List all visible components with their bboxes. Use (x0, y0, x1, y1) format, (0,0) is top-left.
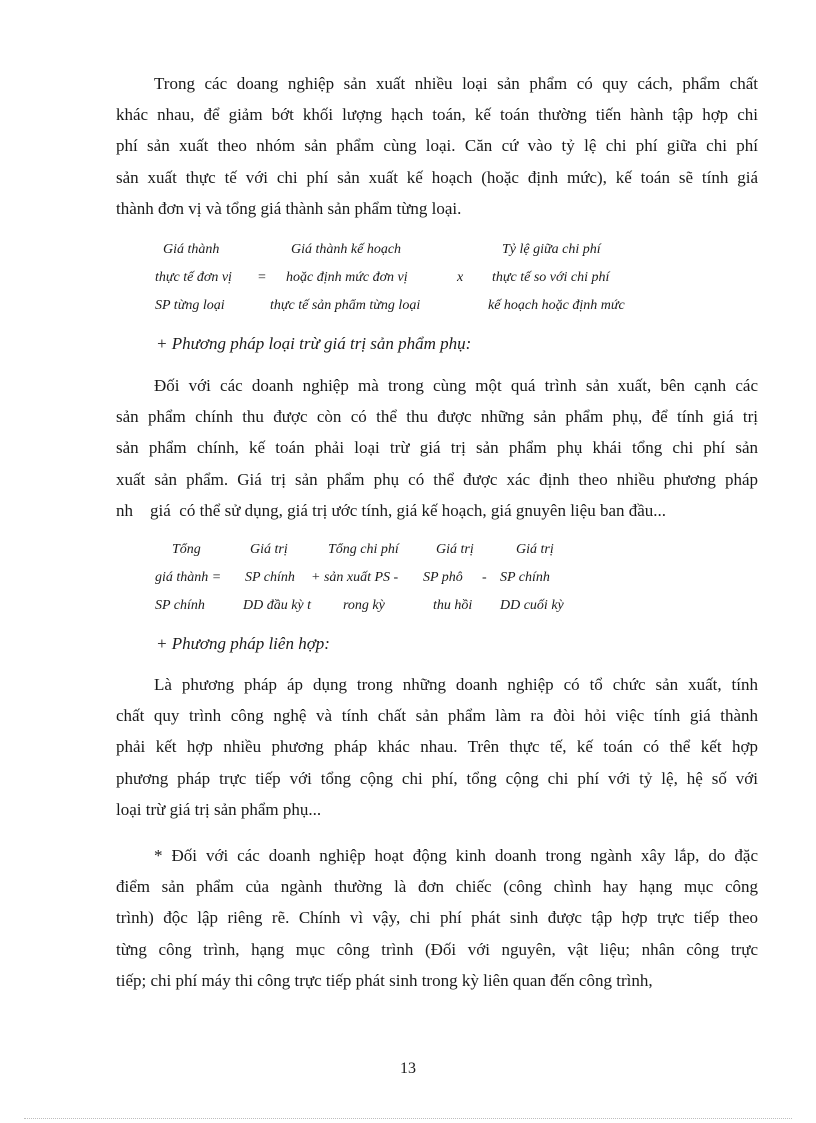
formula-term: Tổng chi phí (328, 542, 399, 557)
formula-term: SP chính (155, 598, 205, 613)
formula-term: Giá trị (250, 542, 288, 557)
formula-term: Tổng (172, 542, 201, 557)
paragraph-2 (116, 370, 758, 526)
paragraph-line: * Đối với các doanh nghiệp hoạt động kinh doanh trong ngành xây lắp, do đặc (154, 846, 758, 865)
formula-term: kế hoạch hoặc định mức (488, 298, 625, 313)
formula-term: hoặc định mức đơn vị (286, 270, 408, 285)
paragraph-4 (116, 840, 758, 996)
paragraph-line: phí sản xuất theo nhóm sản phẩm cùng loại. Căn cứ vào tỷ lệ chi phí giữa chi phí (116, 136, 758, 156)
formula-term: SP phô (423, 570, 463, 585)
paragraph-1 (116, 68, 758, 224)
paragraph-line: sản phẩm chính, kế toán phải loại trừ giá trị sản phẩm phụ khái tổng chi phí sản (116, 438, 758, 458)
formula-operator: - (482, 570, 487, 585)
paragraph-line: Trong các doang nghiệp sản xuất nhiều loại sản phẩm có quy cách, phẩm chất (154, 74, 758, 93)
formula-term: Giá thành kế hoạch (291, 242, 402, 257)
formula-term: DD cuối kỳ (500, 598, 564, 613)
formula-term: DD đầu kỳ t (243, 598, 312, 613)
formula-term: thực tế đơn vị (155, 270, 232, 285)
paragraph-line: trình) độc lập riêng rẽ. Chính vì vậy, chi phí phát sinh được tập hợp trực tiếp theo (116, 908, 758, 928)
formula-term: + sản xuất PS - (311, 570, 399, 585)
paragraph-line: chất quy trình công nghệ và tính chất sản phẩm làm ra đòi hỏi việc tính giá thành (116, 706, 758, 726)
formula-term: giá thành = (155, 570, 222, 585)
formula-term: thực tế so với chi phí (492, 270, 610, 285)
page-bottom-divider (24, 1118, 792, 1119)
paragraph-line: sản phẩm chính thu được còn có thể thu được những sản phẩm phụ, để tính giá trị (116, 407, 758, 427)
method-heading-combined: + Phương pháp liên hợp: (156, 634, 330, 653)
paragraph-line: nh giá có thể sử dụng, giá trị ước tính, giá kế hoạch, giá gnuyên liệu ban đầu... (116, 500, 667, 520)
paragraph-line: loại trừ giá trị sản phẩm phụ... (116, 799, 322, 819)
formula-term: SP chính (245, 570, 295, 585)
paragraph-line: từng công trình, hạng mục công trình (Đối với nguyên, vật liệu; nhân công trực (116, 939, 758, 959)
page-number: 13 (400, 1060, 416, 1077)
formula-term: Giá thành (163, 242, 220, 257)
paragraph-line: thành đơn vị và tổng giá thành sản phẩm từng loại. (116, 198, 462, 218)
paragraph-line: Đối với các doanh nghiệp mà trong cùng một quá trình sản xuất, bên cạnh các (154, 376, 758, 395)
formula-term: Tỷ lệ giữa chi phí (502, 242, 601, 257)
formula-term: thu hồi (433, 598, 473, 613)
paragraph-line: Là phương pháp áp dụng trong những doanh nghiệp có tổ chức sản xuất, tính (154, 675, 758, 694)
formula-term: thực tế sản phẩm từng loại (270, 298, 421, 313)
paragraph-line: xuất sản phẩm. Giá trị sản phẩm phụ có thể được xác định theo nhiều phương pháp (116, 469, 758, 489)
paragraph-line: phải kết hợp nhiều phương pháp khác nhau. Trên thực tế, kế toán có thể kết hợp (116, 737, 758, 757)
paragraph-3 (116, 669, 758, 825)
formula-term: rong kỳ (343, 598, 385, 613)
formula-operator: x (457, 270, 464, 285)
formula-term: SP chính (500, 570, 550, 585)
formula-operator: = (258, 270, 266, 285)
paragraph-line: khác nhau, để giảm bớt khối lượng hạch toán, kế toán thường tiến hành tập hợp chi (116, 105, 758, 125)
paragraph-line: điểm sản phẩm của ngành thường là đơn chiếc (công chình hay hạng mục công (116, 877, 758, 897)
method-heading-by-product: + Phương pháp loại trừ giá trị sản phẩm phụ: (156, 334, 472, 353)
paragraph-line: phương pháp trực tiếp với tổng cộng chi phí, tổng cộng chi phí với tỷ lệ, hệ số với (116, 768, 758, 788)
paragraph-line: tiếp; chi phí máy thi công trực tiếp phát sinh trong kỳ liên quan đến công trình, (116, 970, 653, 990)
formula-term: Giá trị (436, 542, 474, 557)
paragraph-line: sản xuất thực tế với chi phí sản xuất kế hoạch (hoặc định mức), kế toán sẽ tính giá (116, 167, 758, 187)
formula-term: Giá trị (516, 542, 554, 557)
formula-term: SP từng loại (155, 298, 225, 313)
